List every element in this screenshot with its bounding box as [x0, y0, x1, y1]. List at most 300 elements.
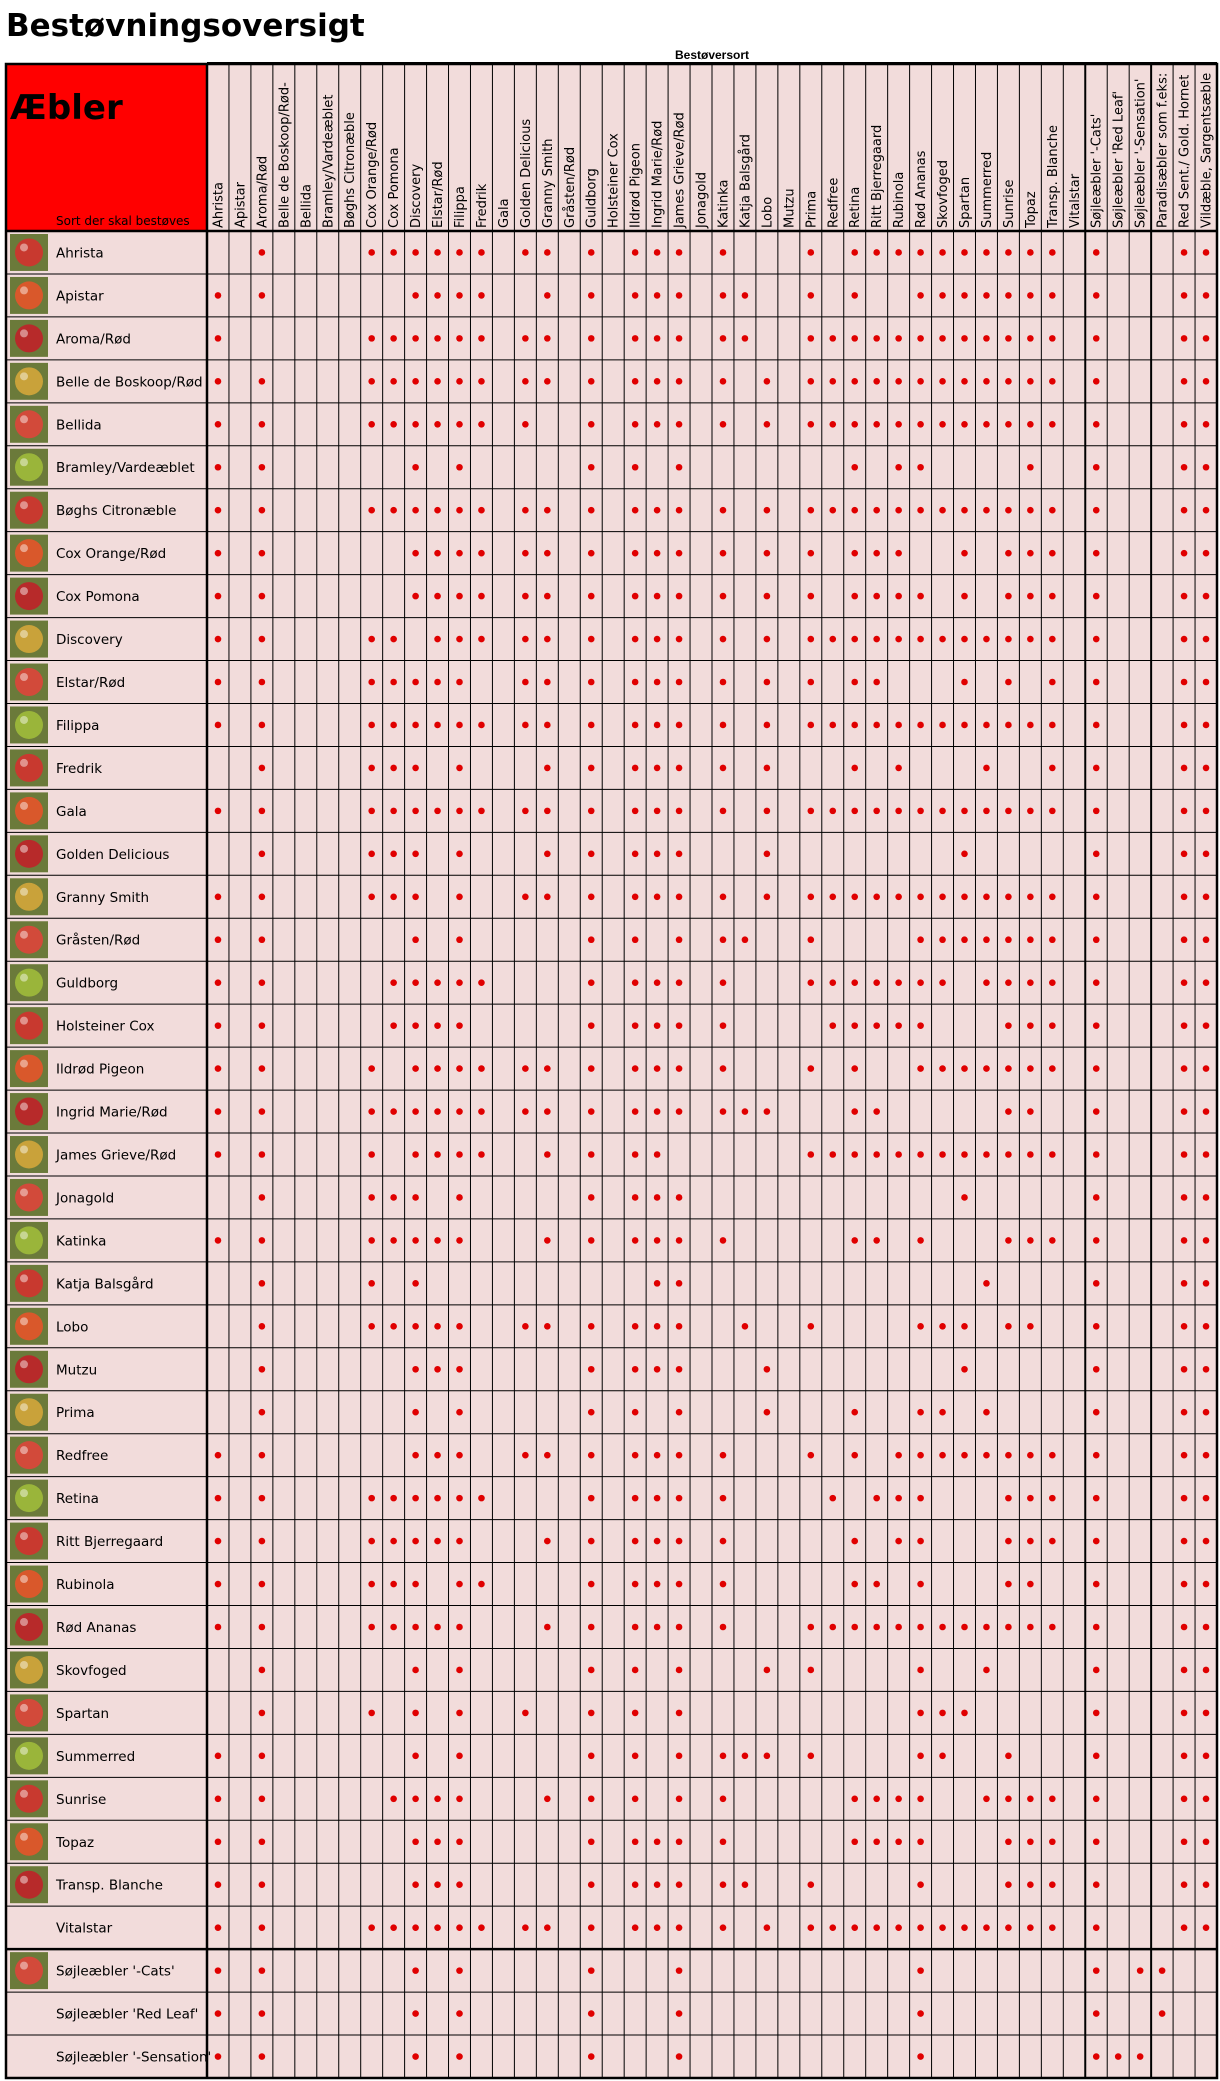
compatibility-dot	[588, 1538, 595, 1545]
compatibility-dot	[808, 1753, 815, 1760]
compatibility-dot	[1181, 1237, 1188, 1244]
compatibility-dot	[434, 593, 441, 600]
compatibility-dot	[1005, 679, 1012, 686]
row-header: Topaz	[56, 1834, 95, 1851]
compatibility-dot	[764, 1409, 771, 1416]
compatibility-dot	[456, 1881, 463, 1888]
compatibility-dot	[588, 765, 595, 772]
compatibility-dot	[1005, 808, 1012, 815]
compatibility-dot	[1093, 1280, 1100, 1287]
compatibility-dot	[456, 464, 463, 471]
compatibility-dot	[259, 1452, 266, 1459]
compatibility-dot	[961, 1065, 968, 1072]
compatibility-dot	[851, 507, 858, 514]
compatibility-dot	[1203, 421, 1210, 428]
compatibility-dot	[544, 292, 551, 299]
compatibility-dot	[1203, 593, 1210, 600]
row-header: Ildrød Pigeon	[56, 1061, 145, 1078]
compatibility-dot	[654, 1495, 661, 1502]
compatibility-dot	[456, 679, 463, 686]
compatibility-dot	[522, 1924, 529, 1931]
compatibility-dot	[1049, 936, 1056, 943]
compatibility-dot	[720, 507, 727, 514]
compatibility-dot	[676, 936, 683, 943]
compatibility-dot	[1049, 979, 1056, 986]
compatibility-dot	[434, 335, 441, 342]
compatibility-dot	[764, 722, 771, 729]
compatibility-dot	[939, 1710, 946, 1717]
compatibility-dot	[1203, 292, 1210, 299]
compatibility-dot	[1049, 249, 1056, 256]
compatibility-dot	[873, 507, 880, 514]
row-header: Lobo	[56, 1319, 89, 1336]
compatibility-dot	[742, 936, 749, 943]
compatibility-dot	[720, 979, 727, 986]
compatibility-dot	[720, 808, 727, 815]
compatibility-dot	[961, 292, 968, 299]
row-header: Holsteiner Cox	[56, 1018, 155, 1035]
compatibility-dot	[676, 1667, 683, 1674]
compatibility-dot	[829, 1924, 836, 1931]
compatibility-dot	[215, 1495, 222, 1502]
compatibility-dot	[588, 1924, 595, 1931]
compatibility-dot	[215, 1796, 222, 1803]
compatibility-dot	[456, 1538, 463, 1545]
compatibility-dot	[676, 636, 683, 643]
compatibility-dot	[917, 1967, 924, 1974]
compatibility-dot	[215, 1108, 222, 1115]
compatibility-dot	[851, 979, 858, 986]
compatibility-dot	[1005, 1108, 1012, 1115]
column-header: Gala	[496, 198, 512, 228]
compatibility-dot	[1093, 335, 1100, 342]
compatibility-dot	[808, 636, 815, 643]
compatibility-dot	[895, 507, 902, 514]
row-header: Ritt Bjerregaard	[56, 1534, 164, 1551]
compatibility-dot	[1093, 1409, 1100, 1416]
compatibility-dot	[412, 1924, 419, 1931]
compatibility-dot	[1093, 421, 1100, 428]
compatibility-dot	[588, 1151, 595, 1158]
compatibility-dot	[259, 1538, 266, 1545]
row-header: Fredrik	[56, 760, 103, 777]
compatibility-dot	[676, 1624, 683, 1631]
compatibility-dot	[434, 378, 441, 385]
variety-photo	[10, 835, 48, 872]
compatibility-dot	[1181, 550, 1188, 557]
compatibility-dot	[588, 1452, 595, 1459]
compatibility-dot	[720, 249, 727, 256]
compatibility-dot	[1005, 249, 1012, 256]
compatibility-dot	[1203, 893, 1210, 900]
compatibility-dot	[961, 421, 968, 428]
compatibility-dot	[764, 1753, 771, 1760]
compatibility-dot	[983, 421, 990, 428]
compatibility-dot	[1005, 1495, 1012, 1502]
compatibility-dot	[895, 765, 902, 772]
compatibility-dot	[1203, 722, 1210, 729]
compatibility-dot	[478, 722, 485, 729]
compatibility-dot	[654, 1194, 661, 1201]
compatibility-dot	[1005, 1323, 1012, 1330]
compatibility-dot	[1005, 722, 1012, 729]
row-header: Gala	[56, 803, 87, 820]
compatibility-dot	[654, 893, 661, 900]
compatibility-dot	[917, 1581, 924, 1588]
row-header: Redfree	[56, 1448, 109, 1465]
compatibility-dot	[412, 808, 419, 815]
compatibility-dot	[983, 1409, 990, 1416]
compatibility-dot	[588, 249, 595, 256]
column-header: Søjleæbler '-Cats'	[1089, 113, 1105, 228]
compatibility-dot	[1181, 1667, 1188, 1674]
compatibility-dot	[1005, 292, 1012, 299]
compatibility-dot	[588, 335, 595, 342]
compatibility-dot	[1005, 893, 1012, 900]
compatibility-dot	[456, 1022, 463, 1029]
compatibility-dot	[654, 421, 661, 428]
compatibility-dot	[390, 335, 397, 342]
compatibility-dot	[720, 679, 727, 686]
compatibility-dot	[939, 378, 946, 385]
compatibility-dot	[720, 1796, 727, 1803]
compatibility-dot	[215, 2053, 222, 2060]
compatibility-dot	[1093, 1538, 1100, 1545]
compatibility-dot	[368, 636, 375, 643]
compatibility-dot	[456, 292, 463, 299]
compatibility-dot	[654, 1624, 661, 1631]
compatibility-dot	[808, 808, 815, 815]
row-header: Skovfoged	[56, 1662, 127, 1679]
compatibility-dot	[434, 1151, 441, 1158]
variety-photo	[10, 535, 48, 572]
compatibility-dot	[434, 249, 441, 256]
compatibility-dot	[764, 378, 771, 385]
compatibility-dot	[917, 1409, 924, 1416]
compatibility-dot	[588, 1753, 595, 1760]
compatibility-dot	[368, 1237, 375, 1244]
compatibility-dot	[1203, 1366, 1210, 1373]
compatibility-dot	[983, 765, 990, 772]
compatibility-dot	[1093, 292, 1100, 299]
compatibility-dot	[654, 1022, 661, 1029]
compatibility-dot	[808, 893, 815, 900]
compatibility-dot	[1049, 1624, 1056, 1631]
compatibility-dot	[654, 1581, 661, 1588]
compatibility-dot	[983, 979, 990, 986]
compatibility-dot	[676, 765, 683, 772]
compatibility-dot	[259, 378, 266, 385]
compatibility-dot	[588, 1409, 595, 1416]
compatibility-dot	[1181, 851, 1188, 858]
row-header: Rød Ananas	[56, 1619, 137, 1636]
compatibility-dot	[632, 593, 639, 600]
compatibility-dot	[829, 979, 836, 986]
compatibility-dot	[434, 1624, 441, 1631]
compatibility-dot	[456, 1796, 463, 1803]
row-header: Søjleæbler '-Sensation'	[56, 2049, 212, 2066]
compatibility-dot	[1093, 1237, 1100, 1244]
compatibility-dot	[588, 1495, 595, 1502]
column-header: Redfree	[826, 177, 842, 228]
compatibility-dot	[1027, 1838, 1034, 1845]
compatibility-dot	[1181, 1796, 1188, 1803]
compatibility-dot	[544, 507, 551, 514]
compatibility-dot	[873, 249, 880, 256]
compatibility-dot	[873, 1924, 880, 1931]
compatibility-dot	[456, 1624, 463, 1631]
compatibility-dot	[1203, 1280, 1210, 1287]
compatibility-dot	[544, 1151, 551, 1158]
compatibility-dot	[632, 936, 639, 943]
compatibility-dot	[961, 936, 968, 943]
compatibility-dot	[478, 421, 485, 428]
compatibility-dot	[588, 378, 595, 385]
compatibility-dot	[434, 1366, 441, 1373]
compatibility-dot	[215, 893, 222, 900]
compatibility-dot	[412, 1151, 419, 1158]
compatibility-dot	[412, 507, 419, 514]
compatibility-dot	[764, 421, 771, 428]
compatibility-dot	[632, 292, 639, 299]
compatibility-dot	[390, 421, 397, 428]
compatibility-dot	[434, 1924, 441, 1931]
compatibility-dot	[1115, 2053, 1122, 2060]
compatibility-dot	[917, 1924, 924, 1931]
compatibility-dot	[676, 249, 683, 256]
variety-photo	[10, 621, 48, 658]
compatibility-dot	[676, 1838, 683, 1845]
compatibility-dot	[1203, 1151, 1210, 1158]
compatibility-dot	[873, 1237, 880, 1244]
compatibility-dot	[412, 464, 419, 471]
compatibility-dot	[368, 1710, 375, 1717]
compatibility-dot	[873, 1838, 880, 1845]
column-header: Filippa	[453, 186, 468, 228]
compatibility-dot	[632, 249, 639, 256]
compatibility-dot	[1203, 1452, 1210, 1459]
compatibility-dot	[1027, 249, 1034, 256]
compatibility-dot	[456, 1667, 463, 1674]
compatibility-dot	[654, 593, 661, 600]
compatibility-dot	[544, 679, 551, 686]
compatibility-dot	[851, 421, 858, 428]
compatibility-dot	[1093, 1194, 1100, 1201]
compatibility-dot	[676, 1366, 683, 1373]
compatibility-dot	[654, 1065, 661, 1072]
compatibility-dot	[808, 979, 815, 986]
compatibility-dot	[961, 378, 968, 385]
compatibility-dot	[676, 722, 683, 729]
compatibility-dot	[434, 808, 441, 815]
variety-photo	[10, 1394, 48, 1431]
compatibility-dot	[588, 1967, 595, 1974]
compatibility-dot	[1093, 550, 1100, 557]
compatibility-dot	[588, 808, 595, 815]
variety-photo	[10, 1007, 48, 1044]
compatibility-dot	[742, 1881, 749, 1888]
compatibility-dot	[1159, 2010, 1166, 2017]
compatibility-dot	[1005, 335, 1012, 342]
compatibility-dot	[434, 1796, 441, 1803]
compatibility-dot	[390, 808, 397, 815]
row-header: Bramley/Vardeæblet	[56, 460, 195, 477]
row-header: Elstar/Rød	[56, 675, 126, 692]
compatibility-dot	[1049, 507, 1056, 514]
column-header: Lobo	[760, 196, 776, 228]
compatibility-dot	[1027, 1022, 1034, 1029]
compatibility-dot	[851, 1108, 858, 1115]
variety-photo	[10, 1050, 48, 1087]
compatibility-dot	[522, 1452, 529, 1459]
compatibility-dot	[851, 1237, 858, 1244]
compatibility-dot	[215, 593, 222, 600]
compatibility-dot	[873, 1796, 880, 1803]
compatibility-dot	[522, 335, 529, 342]
compatibility-dot	[259, 1237, 266, 1244]
row-header: Spartan	[56, 1705, 110, 1722]
row-header: Prima	[56, 1405, 95, 1422]
compatibility-dot	[720, 292, 727, 299]
compatibility-dot	[676, 1237, 683, 1244]
compatibility-dot	[434, 1323, 441, 1330]
compatibility-dot	[983, 249, 990, 256]
compatibility-dot	[588, 292, 595, 299]
compatibility-dot	[961, 851, 968, 858]
compatibility-dot	[939, 1409, 946, 1416]
compatibility-dot	[939, 249, 946, 256]
compatibility-dot	[917, 1323, 924, 1330]
compatibility-dot	[983, 507, 990, 514]
compatibility-dot	[1093, 1796, 1100, 1803]
column-header: Transp. Blanche	[1045, 125, 1061, 228]
column-header: Søjleæbler '-Sensation'	[1133, 78, 1149, 228]
compatibility-dot	[676, 464, 683, 471]
compatibility-dot	[588, 1323, 595, 1330]
compatibility-dot	[676, 1065, 683, 1072]
compatibility-dot	[676, 421, 683, 428]
compatibility-dot	[808, 1323, 815, 1330]
compatibility-dot	[456, 593, 463, 600]
compatibility-dot	[412, 249, 419, 256]
compatibility-dot	[1181, 765, 1188, 772]
compatibility-dot	[873, 636, 880, 643]
compatibility-dot	[1181, 507, 1188, 514]
compatibility-dot	[1093, 1624, 1100, 1631]
compatibility-dot	[1093, 1022, 1100, 1029]
compatibility-dot	[259, 679, 266, 686]
compatibility-dot	[544, 1323, 551, 1330]
compatibility-dot	[961, 1151, 968, 1158]
compatibility-dot	[215, 1581, 222, 1588]
compatibility-dot	[1093, 507, 1100, 514]
compatibility-dot	[720, 335, 727, 342]
compatibility-dot	[1027, 1624, 1034, 1631]
compatibility-dot	[983, 1624, 990, 1631]
compatibility-dot	[522, 1108, 529, 1115]
column-header: Rubinola	[892, 171, 908, 228]
compatibility-dot	[259, 1667, 266, 1674]
compatibility-dot	[412, 1065, 419, 1072]
variety-photo	[10, 964, 48, 1001]
compatibility-dot	[522, 1323, 529, 1330]
compatibility-dot	[434, 979, 441, 986]
compatibility-dot	[983, 1452, 990, 1459]
compatibility-dot	[259, 1151, 266, 1158]
compatibility-dot	[654, 636, 661, 643]
compatibility-dot	[632, 1924, 639, 1931]
compatibility-dot	[1093, 1151, 1100, 1158]
compatibility-dot	[522, 722, 529, 729]
compatibility-dot	[654, 249, 661, 256]
compatibility-dot	[259, 421, 266, 428]
compatibility-dot	[522, 1710, 529, 1717]
compatibility-dot	[720, 936, 727, 943]
variety-photo	[10, 1093, 48, 1130]
compatibility-dot	[434, 1881, 441, 1888]
compatibility-dot	[368, 851, 375, 858]
compatibility-dot	[259, 292, 266, 299]
column-header: Rød Ananas	[914, 150, 930, 228]
compatibility-dot	[1203, 1538, 1210, 1545]
compatibility-dot	[917, 1065, 924, 1072]
compatibility-dot	[1093, 636, 1100, 643]
compatibility-dot	[983, 335, 990, 342]
compatibility-dot	[434, 1108, 441, 1115]
compatibility-dot	[544, 1624, 551, 1631]
compatibility-dot	[939, 636, 946, 643]
compatibility-dot	[939, 1151, 946, 1158]
compatibility-dot	[368, 249, 375, 256]
compatibility-dot	[478, 1108, 485, 1115]
compatibility-dot	[1049, 335, 1056, 342]
compatibility-dot	[544, 893, 551, 900]
compatibility-dot	[368, 1194, 375, 1201]
compatibility-dot	[456, 1194, 463, 1201]
column-header: Granny Smith	[540, 138, 556, 228]
column-header: Katinka	[716, 179, 732, 228]
compatibility-dot	[961, 722, 968, 729]
compatibility-dot	[676, 1108, 683, 1115]
compatibility-dot	[1049, 593, 1056, 600]
compatibility-dot	[215, 1967, 222, 1974]
compatibility-dot	[1093, 1366, 1100, 1373]
compatibility-dot	[676, 1581, 683, 1588]
compatibility-dot	[1005, 593, 1012, 600]
compatibility-dot	[478, 1065, 485, 1072]
compatibility-dot	[939, 1753, 946, 1760]
compatibility-dot	[544, 1108, 551, 1115]
compatibility-dot	[434, 1838, 441, 1845]
compatibility-dot	[412, 1624, 419, 1631]
column-header: Prima	[804, 190, 820, 228]
compatibility-dot	[259, 1581, 266, 1588]
compatibility-dot	[676, 378, 683, 385]
compatibility-dot	[412, 1710, 419, 1717]
column-header: Katja Balsgård	[738, 134, 754, 228]
compatibility-dot	[632, 1452, 639, 1459]
variety-photo	[10, 664, 48, 701]
compatibility-dot	[873, 722, 880, 729]
compatibility-dot	[588, 1581, 595, 1588]
compatibility-dot	[588, 1710, 595, 1717]
compatibility-dot	[412, 1967, 419, 1974]
compatibility-dot	[368, 765, 375, 772]
compatibility-dot	[368, 1323, 375, 1330]
compatibility-dot	[434, 1495, 441, 1502]
compatibility-dot	[895, 550, 902, 557]
pollinator-axis-caption: Bestøversort	[674, 48, 750, 62]
